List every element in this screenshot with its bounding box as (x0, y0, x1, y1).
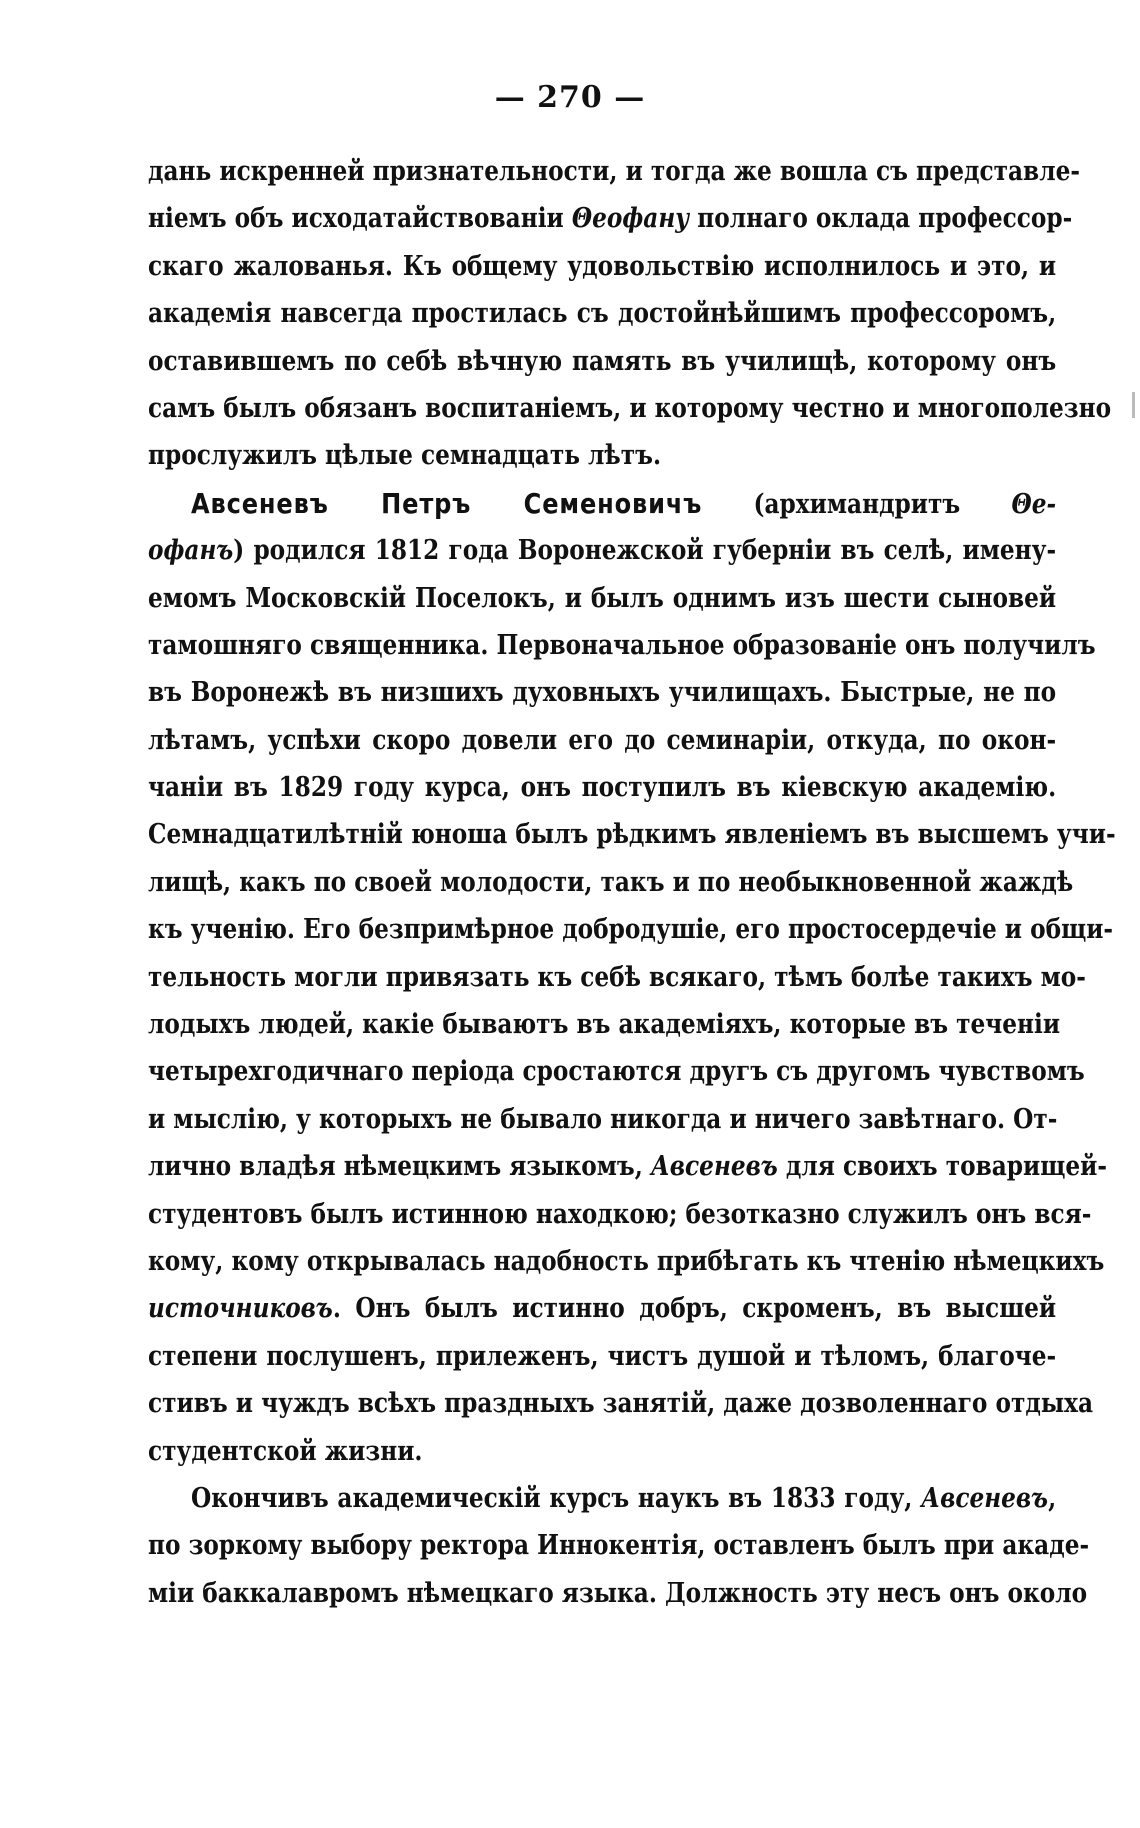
text-run: для своихъ товарищей- (777, 1151, 1107, 1183)
text-run: полнаго оклада профессор- (689, 203, 1073, 235)
text-run: по зоркому выбору ректора Иннокентія, оставленъ былъ при акаде- (148, 1530, 1090, 1562)
text-run: оставившемъ по себѣ вѣчную память въ училищѣ, которому онъ (148, 345, 1057, 377)
text-line (148, 527, 1056, 574)
italic-text: источниковъ (148, 1293, 333, 1325)
text-line (148, 1285, 1056, 1332)
text-run: чаніи въ 1829 году курса, онъ поступилъ въ кіевскую академію. (148, 772, 1057, 804)
italic-text: Θе- (1011, 488, 1057, 520)
text-run: тамошняго священника. Первоначальное образованіе онъ получилъ (148, 629, 1096, 661)
italic-text: Авсеневъ (650, 1151, 778, 1183)
text-run: тельность могли привязать къ себѣ всякаго, тѣмъ болѣе такихъ мо- (148, 961, 1086, 993)
text-line (148, 954, 1086, 1001)
text-run: ) родился 1812 года Воронежской губерніи въ селѣ, имену- (233, 535, 1057, 567)
text-run: четырехгодичнаго періода сростаются другъ съ другомъ чувствомъ (148, 1056, 1085, 1088)
text-run: , (1048, 1482, 1057, 1514)
text-run: лично владѣя нѣмецкимъ языкомъ, (148, 1151, 651, 1183)
text-line (148, 1522, 1090, 1569)
text-line (148, 811, 1116, 858)
text-line (148, 622, 1096, 669)
text-line (148, 243, 1056, 290)
text-line (148, 1048, 1085, 1095)
body-text (148, 148, 1116, 1617)
text-line (148, 148, 1080, 195)
text-run: къ ученію. Его безпримѣрное добродушіе, его простосердечіе и общи- (148, 914, 1114, 946)
italic-text: Θеофану (571, 203, 690, 235)
page-number: — 270 — (494, 80, 646, 115)
text-line (148, 764, 1056, 811)
text-run: (архимандритъ (702, 488, 1012, 520)
text-line (148, 480, 1056, 527)
text-run: ніемъ объ исходатайствованіи (148, 203, 572, 235)
text-run: скаго жалованья. Къ общему удовольствію исполнилось и это, и (148, 250, 1057, 282)
text-run: студентовъ былъ истинною находкою; безотказно служилъ онъ вся- (148, 1198, 1092, 1230)
text-run: студентской жизни. (148, 1435, 423, 1467)
text-line (148, 1380, 1094, 1427)
text-run: лѣтамъ, успѣхи скоро довели его до семинаріи, откуда, по окон- (148, 724, 1057, 756)
text-run: степени послушенъ, прилеженъ, чистъ душой и тѣломъ, благоче- (148, 1340, 1057, 1372)
text-run: міи баккалавромъ нѣмецкаго языка. Должность эту несъ онъ около (148, 1577, 1088, 1609)
text-run: . Онъ былъ истинно добръ, скроменъ, въ высшей (332, 1293, 1057, 1325)
text-run: лищѣ, какъ по своей молодости, такъ и по необыкновенной жаждѣ (148, 866, 1074, 898)
entry-name: Авсеневъ Петръ Семеновичъ (191, 486, 703, 520)
text-line (148, 906, 1114, 953)
text-line (148, 717, 1056, 764)
text-run: кому, кому открывалась надобность прибѣгать къ чтенію нѣмецкихъ (148, 1245, 1105, 1277)
text-run: Семнадцатилѣтній юноша былъ рѣдкимъ явленіемъ въ высшемъ учи- (148, 819, 1116, 851)
text-line (148, 432, 1056, 479)
text-run: прослужилъ цѣлые семнадцать лѣтъ. (148, 440, 662, 472)
text-run: академія навсегда простилась съ достойнѣйшимъ профессоромъ, (148, 298, 1057, 330)
text-line (148, 1428, 1056, 1475)
scan-edge-mark (1132, 392, 1135, 418)
text-run: въ Воронежѣ въ низшихъ духовныхъ училищахъ. Быстрые, не по (148, 677, 1057, 709)
italic-text: офанъ (148, 535, 234, 567)
text-line (148, 669, 1056, 716)
text-run: и мыслію, у которыхъ не бывало никогда и ничего завѣтнаго. От- (148, 1103, 1058, 1135)
text-line (148, 385, 1112, 432)
text-line (148, 290, 1056, 337)
text-run: дань искренней признательности, и тогда же вошла съ представле- (148, 156, 1080, 187)
text-run: Окончивъ академическій курсъ наукъ въ 1833 году, (191, 1482, 922, 1514)
italic-text: Авсеневъ (921, 1482, 1049, 1514)
text-line (148, 1238, 1105, 1285)
text-line (148, 195, 1073, 242)
text-line (148, 1143, 1107, 1190)
text-run: стивъ и чуждъ всѣхъ праздныхъ занятій, даже дозволеннаго отдыха (148, 1388, 1094, 1420)
text-line (148, 1001, 1061, 1048)
text-line (148, 338, 1056, 385)
text-line (148, 1475, 1056, 1522)
text-line (148, 575, 1056, 622)
text-run: лодыхъ людей, какіе бываютъ въ академіяхъ, которые въ теченіи (148, 1009, 1061, 1041)
text-run: самъ былъ обязанъ воспитаніемъ, и которому честно и многополезно (148, 392, 1112, 424)
text-line (148, 1191, 1092, 1238)
text-line (148, 1570, 1088, 1617)
text-line (148, 859, 1074, 906)
text-line (148, 1333, 1056, 1380)
text-run: емомъ Московскій Поселокъ, и былъ однимъ изъ шести сыновей (148, 582, 1057, 614)
text-line (148, 1096, 1056, 1143)
